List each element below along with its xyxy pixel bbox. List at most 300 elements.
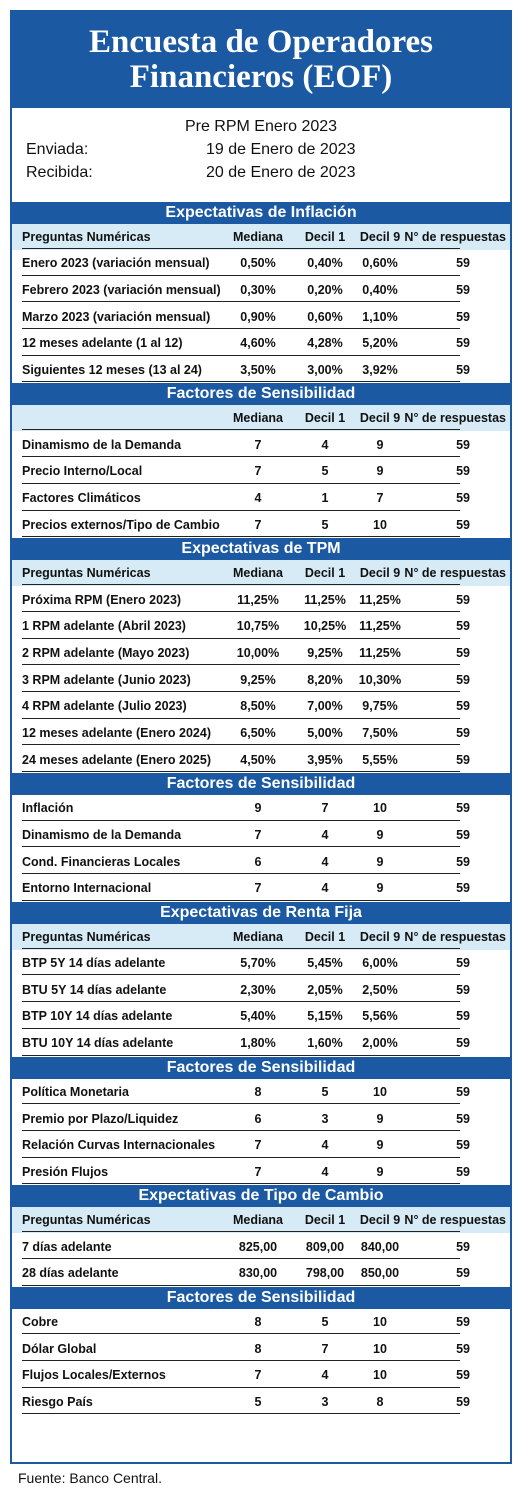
section-title: Expectativas de Tipo de Cambio [12,1185,510,1207]
row-divider [22,429,460,430]
cell-responses: 59 [456,1138,470,1153]
cell-question: 28 días adelante [22,1266,119,1281]
cell-responses: 59 [456,309,470,324]
header-responses: N° de respuestas [404,929,506,944]
cell-responses: 59 [456,1164,470,1179]
cell-median: 4,60% [240,336,276,351]
cell-decile-9: 9 [376,1164,384,1179]
cell-question: Enero 2023 (variación mensual) [22,256,210,271]
survey-panel [10,10,512,1464]
cell-responses: 59 [456,336,470,351]
table-header [12,224,510,250]
table-row [12,303,510,330]
cell-question: 4 RPM adelante (Julio 2023) [22,699,187,714]
table-row [12,1105,510,1132]
cell-decile-1: 0,40% [307,256,343,271]
cell-decile-1: 4 [321,1368,329,1383]
cell-decile-1: 4 [321,854,329,869]
cell-responses: 59 [456,725,470,740]
table-row [12,746,510,773]
cell-decile-9: 9 [376,1111,384,1126]
page-title [12,12,510,108]
section-3 [12,773,510,902]
cell-decile-9: 10 [373,517,387,532]
cell-decile-9: 2,50% [362,982,398,997]
cell-median: 7 [254,437,262,452]
cell-median: 10,75% [236,619,280,634]
cell-responses: 59 [456,1111,470,1126]
row-divider [22,381,460,382]
cell-responses: 59 [456,283,470,298]
table-row [12,720,510,747]
row-divider [22,456,460,457]
row-divider [22,1387,460,1388]
row-divider [22,974,460,975]
cell-decile-9: 9 [376,437,384,452]
table-row [12,1362,510,1389]
cell-question: Relación Curvas Internacionales [22,1138,216,1153]
table-row [12,250,510,277]
cell-decile-1: 4 [321,437,329,452]
cell-responses: 59 [456,517,470,532]
cell-decile-9: 11,25% [359,645,401,660]
title-line-2: Financieros (EOF) [129,59,393,95]
title-line-1: Encuesta de Operadores [88,24,434,60]
table-row [12,822,510,849]
row-divider [22,820,460,821]
header-decile-1: Decil 1 [304,1213,346,1228]
row-divider [22,328,460,329]
header-decile-9: Decil 9 [359,566,401,581]
table-row [12,640,510,667]
row-divider [22,1183,460,1184]
cell-median: 4,50% [240,752,276,767]
cell-decile-1: 4,28% [307,336,343,351]
cell-decile-9: 9 [376,464,384,479]
header-median: Mediana [232,411,283,426]
cell-median: 4 [254,491,262,506]
cell-decile-1: 0,60% [307,309,343,324]
header-question: Preguntas Numéricas [22,929,151,944]
header-decile-1: Decil 1 [304,929,346,944]
cell-median: 5 [254,1395,262,1410]
table-row [12,693,510,720]
cell-decile-9: 11,25% [359,619,401,634]
cell-decile-9: 6,00% [362,956,398,971]
row-divider [22,301,460,302]
cell-decile-9: 1,10% [362,309,398,324]
header-question: Preguntas Numéricas [22,566,151,581]
cell-responses: 59 [456,854,470,869]
cell-responses: 59 [456,491,470,506]
cell-decile-1: 0,20% [307,283,343,298]
cell-question: Dinamismo de la Demanda [22,828,182,843]
cell-question: BTP 5Y 14 días adelante [22,956,166,971]
cell-question: Precios externos/Tipo de Cambio [22,517,220,532]
section-title: Factores de Sensibilidad [12,1057,510,1079]
row-divider [22,1055,460,1056]
cell-question: 3 RPM adelante (Junio 2023) [22,672,191,687]
cell-median: 8,50% [240,699,276,714]
header-decile-1: Decil 1 [304,230,346,244]
section-title: Factores de Sensibilidad [12,1287,510,1309]
cell-median: 7 [254,517,262,532]
cell-decile-9: 10 [373,801,387,816]
header-responses: N° de respuestas [404,230,506,244]
section-5 [12,1057,510,1186]
cell-responses: 59 [456,437,470,452]
header-question [22,405,227,431]
cell-decile-9: 5,55% [362,752,398,767]
cell-decile-9: 9,75% [362,699,398,714]
cell-question: 12 meses adelante (Enero 2024) [22,725,211,740]
table-row [12,431,510,458]
table-row [12,1389,510,1416]
cell-decile-1: 5,00% [307,725,343,740]
row-divider [22,536,460,537]
cell-decile-1: 1,60% [307,1036,343,1051]
row-divider [22,1130,460,1131]
table-row [12,795,510,822]
cell-question: Política Monetaria [22,1084,129,1099]
cell-decile-9: 7,50% [362,725,398,740]
cell-question: 12 meses adelante (1 al 12) [22,336,183,351]
section-6 [12,1185,510,1286]
cell-decile-1: 7,00% [307,699,343,714]
row-divider [22,664,460,665]
cell-decile-1: 7 [321,801,329,816]
table-row [12,330,510,357]
cell-question: BTU 10Y 14 días adelante [22,1036,174,1051]
cell-decile-1: 4 [321,1138,329,1153]
row-divider [22,744,460,745]
cell-responses: 59 [456,956,470,971]
cell-decile-1: 4 [321,1164,329,1179]
cell-question: Entorno Internacional [22,881,152,896]
header-decile-9: Decil 9 [359,411,401,426]
cell-question: 7 días adelante [22,1239,112,1254]
sent-value: 19 de Enero de 2023 [206,141,356,158]
cell-responses: 59 [456,592,470,607]
cell-median: 8 [254,1084,262,1099]
cell-question: Dólar Global [22,1341,97,1356]
cell-responses: 59 [456,619,470,634]
header-median: Mediana [232,230,283,244]
survey-sections [12,202,510,1415]
row-divider [22,638,460,639]
cell-decile-1: 809,00 [305,1239,345,1254]
cell-responses: 59 [456,256,470,271]
table-row [12,950,510,977]
cell-decile-9: 8 [376,1395,384,1410]
cell-decile-1: 5 [321,464,329,479]
row-divider [22,355,460,356]
cell-question: Cond. Financieras Locales [22,854,181,869]
cell-question: Riesgo País [22,1395,93,1410]
cell-median: 7 [254,1368,262,1383]
received-label: Recibida: [26,164,93,181]
cell-responses: 59 [456,1036,470,1051]
cell-decile-9: 7 [376,491,384,506]
table-row [12,357,510,384]
source-note: Fuente: Banco Central. [18,1470,162,1486]
table-row [12,1030,510,1057]
table-row [12,976,510,1003]
cell-decile-1: 5 [321,1314,329,1329]
cell-median: 1,80% [240,1036,276,1051]
cell-decile-1: 10,25% [303,619,347,634]
header-decile-1: Decil 1 [304,566,346,581]
header-question: Preguntas Numéricas [22,1213,151,1228]
cell-decile-1: 7 [321,1341,329,1356]
cell-decile-9: 10 [373,1341,387,1356]
cell-decile-1: 798,00 [305,1266,345,1281]
table-row [12,875,510,902]
cell-median: 7 [254,828,262,843]
cell-responses: 59 [456,672,470,687]
cell-question: Cobre [22,1314,59,1329]
row-divider [22,1001,460,1002]
cell-median: 6,50% [240,725,276,740]
table-row [12,1260,510,1287]
cell-decile-9: 3,92% [362,363,398,378]
cell-decile-9: 2,00% [362,1036,398,1051]
table-header [12,405,510,431]
cell-decile-1: 3 [321,1111,329,1126]
table-row [12,458,510,485]
cell-decile-9: 9 [376,881,384,896]
section-0 [12,202,510,383]
cell-decile-1: 8,20% [307,672,343,687]
cell-responses: 59 [456,828,470,843]
header-question: Preguntas Numéricas [22,230,151,244]
cell-decile-9: 5,20% [362,336,398,351]
row-divider [22,275,460,276]
table-row [12,586,510,613]
survey-edition: Pre RPM Enero 2023 [184,118,338,135]
cell-question: Siguientes 12 meses (13 al 24) [22,363,202,378]
cell-responses: 59 [456,1239,470,1254]
cell-question: 2 RPM adelante (Mayo 2023) [22,645,190,660]
section-title: Factores de Sensibilidad [12,773,510,795]
cell-decile-9: 11,25% [359,592,401,607]
section-title: Expectativas de Inflación [12,202,510,224]
section-title: Factores de Sensibilidad [12,383,510,405]
cell-median: 5,40% [240,1009,276,1024]
cell-responses: 59 [456,1266,470,1281]
cell-decile-9: 9 [376,854,384,869]
header-decile-9: Decil 9 [359,929,401,944]
cell-decile-1: 5,45% [307,956,343,971]
cell-question: BTU 5Y 14 días adelante [22,982,167,997]
section-1 [12,383,510,538]
cell-responses: 59 [456,752,470,767]
survey-meta [12,108,510,202]
row-divider [22,483,460,484]
cell-median: 5,70% [240,956,276,971]
row-divider [22,584,460,585]
row-divider [22,873,460,874]
cell-question: Febrero 2023 (variación mensual) [22,283,221,298]
row-divider [22,1103,460,1104]
table-row [12,1132,510,1159]
cell-median: 7 [254,881,262,896]
cell-responses: 59 [456,1084,470,1099]
cell-decile-9: 10,30% [358,672,402,687]
header-responses: N° de respuestas [404,1213,506,1228]
row-divider [22,1028,460,1029]
table-header [12,924,510,950]
cell-responses: 59 [456,881,470,896]
received-value: 20 de Enero de 2023 [206,164,356,181]
cell-decile-1: 4 [321,828,329,843]
cell-question: Flujos Locales/Externos [22,1368,166,1383]
cell-decile-1: 3,00% [307,363,343,378]
header-median: Mediana [232,929,283,944]
cell-responses: 59 [456,1395,470,1410]
table-row [12,485,510,512]
cell-median: 2,30% [240,982,276,997]
cell-median: 7 [254,464,262,479]
table-row [12,1309,510,1336]
cell-median: 7 [254,1164,262,1179]
cell-decile-9: 10 [373,1084,387,1099]
row-divider [22,846,460,847]
cell-decile-9: 10 [373,1368,387,1383]
table-row [12,1335,510,1362]
row-divider [22,1360,460,1361]
cell-responses: 59 [456,1009,470,1024]
table-row [12,512,510,539]
cell-median: 9 [254,801,262,816]
cell-question: Factores Climáticos [22,491,141,506]
cell-question: 24 meses adelante (Enero 2025) [22,752,211,767]
cell-median: 0,30% [240,283,276,298]
row-divider [22,510,460,511]
table-header [12,1207,510,1233]
table-row [12,1003,510,1030]
header-responses: N° de respuestas [404,566,506,581]
cell-median: 8 [254,1341,262,1356]
header-responses: N° de respuestas [404,411,506,426]
cell-decile-1: 1 [321,491,329,506]
row-divider [22,248,460,249]
cell-decile-9: 0,40% [362,283,398,298]
cell-responses: 59 [456,1341,470,1356]
cell-decile-9: 840,00 [360,1239,400,1254]
cell-decile-9: 9 [376,1138,384,1153]
row-divider [22,1285,460,1286]
cell-decile-1: 5 [321,517,329,532]
row-divider [22,718,460,719]
cell-responses: 59 [456,801,470,816]
cell-decile-9: 9 [376,828,384,843]
cell-responses: 59 [456,1314,470,1329]
cell-question: Próxima RPM (Enero 2023) [22,592,182,607]
cell-decile-1: 3,95% [307,752,343,767]
cell-decile-9: 10 [373,1314,387,1329]
row-divider [22,900,460,901]
cell-decile-9: 5,56% [362,1009,398,1024]
cell-responses: 59 [456,699,470,714]
cell-responses: 59 [456,1368,470,1383]
cell-responses: 59 [456,645,470,660]
section-title: Expectativas de Renta Fija [12,902,510,924]
row-divider [22,948,460,949]
row-divider [22,771,460,772]
cell-median: 9,25% [240,672,276,687]
section-2 [12,538,510,773]
cell-median: 10,00% [236,645,280,660]
table-row [12,848,510,875]
cell-responses: 59 [456,464,470,479]
cell-median: 825,00 [238,1239,278,1254]
row-divider [22,1258,460,1259]
cell-question: Presión Flujos [22,1164,109,1179]
section-title: Expectativas de TPM [12,538,510,560]
cell-median: 6 [254,1111,262,1126]
header-decile-9: Decil 9 [359,230,401,244]
cell-median: 7 [254,1138,262,1153]
row-divider [22,1333,460,1334]
table-row [12,1079,510,1106]
row-divider [22,611,460,612]
cell-question: Marzo 2023 (variación mensual) [22,309,211,324]
row-divider [22,691,460,692]
cell-responses: 59 [456,363,470,378]
table-row [12,1233,510,1260]
cell-decile-1: 9,25% [307,645,343,660]
cell-question: 1 RPM adelante (Abril 2023) [22,619,186,634]
cell-decile-1: 11,25% [304,592,346,607]
cell-question: BTP 10Y 14 días adelante [22,1009,173,1024]
cell-decile-9: 0,60% [362,256,398,271]
cell-median: 0,90% [240,309,276,324]
table-row [12,1159,510,1186]
table-row [12,277,510,304]
cell-decile-1: 5,15% [307,1009,343,1024]
header-median: Mediana [232,1213,283,1228]
table-row [12,666,510,693]
cell-question: Inflación [22,801,74,816]
cell-median: 8 [254,1314,262,1329]
cell-median: 0,50% [240,256,276,271]
header-median: Mediana [232,566,283,581]
cell-question: Precio Interno/Local [22,464,143,479]
table-row [12,613,510,640]
cell-median: 6 [254,854,262,869]
cell-median: 830,00 [238,1266,278,1281]
cell-responses: 59 [456,982,470,997]
cell-question: Dinamismo de la Demanda [22,437,182,452]
cell-decile-1: 5 [321,1084,329,1099]
cell-decile-1: 4 [321,881,329,896]
cell-decile-1: 2,05% [307,982,343,997]
section-4 [12,902,510,1057]
row-divider [22,1157,460,1158]
cell-decile-1: 3 [321,1395,329,1410]
table-header [12,560,510,586]
cell-decile-9: 850,00 [360,1266,400,1281]
section-7 [12,1287,510,1416]
row-divider [22,1413,460,1414]
sent-label: Enviada: [26,141,89,158]
cell-question: Premio por Plazo/Liquidez [22,1111,179,1126]
header-decile-1: Decil 1 [304,411,346,426]
cell-median: 3,50% [240,363,276,378]
cell-median: 11,25% [237,592,279,607]
row-divider [22,1231,460,1232]
